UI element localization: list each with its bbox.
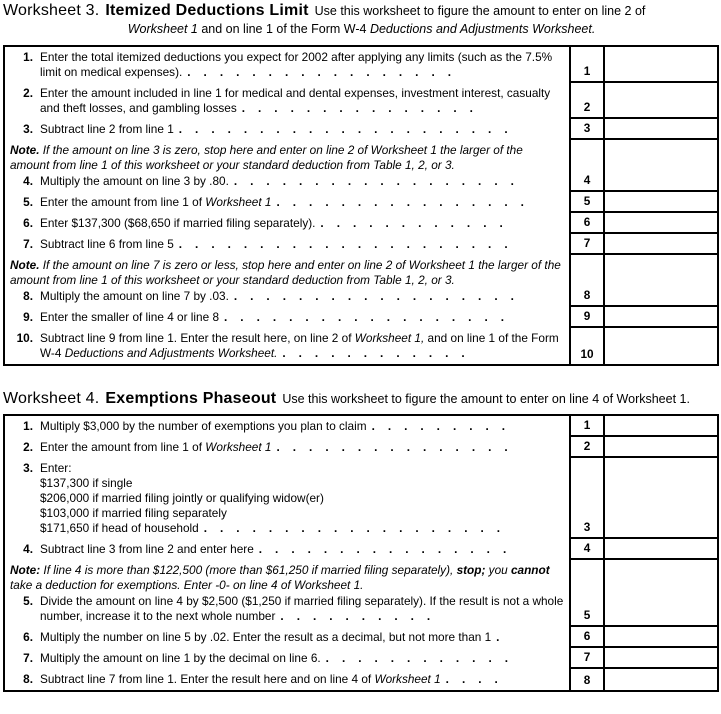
- text-segment: If line 4 is more than $122,500 (more than $61,250 if married filing separately),: [40, 563, 457, 577]
- line-text-cell: [5, 416, 569, 437]
- line-number-cell: [569, 328, 603, 364]
- line-text-cell: [5, 458, 569, 539]
- line-number-value: 3: [583, 520, 591, 534]
- line-item-text: [5, 289, 565, 304]
- line-number-label: 1.: [23, 50, 33, 64]
- line-number-label: 5.: [23, 594, 33, 608]
- worksheet-header: [3, 390, 720, 408]
- line-number-cell: [569, 234, 603, 255]
- entry-box[interactable]: [603, 47, 717, 83]
- line-number-label: 7.: [23, 651, 33, 665]
- line-number-cell: [569, 416, 603, 437]
- worksheet-row: [5, 328, 717, 364]
- line-number-label: 1.: [23, 419, 33, 433]
- text-segment: Note:: [10, 563, 41, 577]
- line-sub-text: $137,300 if single: [40, 476, 133, 490]
- dot-leader: .................: [187, 65, 464, 79]
- line-number-label: 8.: [23, 672, 33, 686]
- line-number-value: 4: [583, 541, 591, 555]
- dot-leader: .........: [371, 419, 519, 433]
- entry-box[interactable]: [603, 140, 717, 192]
- text-segment: and on line 1 of the Form W-4: [197, 22, 370, 36]
- dot-leader: ..................: [233, 289, 527, 303]
- worksheet-3-table: [3, 45, 719, 366]
- line-text-cell: [5, 213, 569, 234]
- entry-box[interactable]: [603, 328, 717, 364]
- dot-leader: ..................: [233, 174, 527, 188]
- text-segment: stop;: [456, 563, 486, 577]
- dot-leader: ...............: [241, 101, 486, 115]
- text-segment: Worksheet 1,: [354, 331, 425, 345]
- line-number-value: 1: [583, 64, 591, 78]
- text-segment: you: [485, 563, 511, 577]
- entry-box[interactable]: [603, 307, 717, 328]
- line-item-text: [5, 310, 565, 325]
- line-number-label: 4.: [23, 542, 33, 556]
- line-item-text: [5, 237, 565, 252]
- entry-box[interactable]: [603, 437, 717, 458]
- entry-box[interactable]: [603, 648, 717, 669]
- line-number-cell: [569, 648, 603, 669]
- text-segment: Enter the total itemized deductions you expect for 2002 after applying any limits (such as the 7.5% limit on medical expenses).: [40, 50, 553, 79]
- worksheet-title: Itemized Deductions Limit: [105, 2, 309, 19]
- line-text-cell: [5, 47, 569, 83]
- line-number-label: 2.: [23, 86, 33, 100]
- line-sub-text: $206,000 if married filing jointly or qualifying widow(er): [40, 491, 324, 505]
- dot-leader: .: [496, 630, 513, 644]
- line-text-cell: [5, 140, 569, 192]
- line-item-text: [5, 195, 565, 210]
- line-item-text: [5, 672, 565, 687]
- text-segment: Enter the smaller of line 4 or line 8: [40, 310, 220, 324]
- entry-box[interactable]: [603, 119, 717, 140]
- line-number-value: 9: [583, 309, 591, 323]
- line-text-cell: [5, 119, 569, 140]
- entry-box[interactable]: [603, 192, 717, 213]
- text-segment: Worksheet 1: [205, 440, 272, 454]
- dot-leader: .....................: [178, 237, 521, 251]
- entry-box[interactable]: [603, 627, 717, 648]
- line-number-cell: [569, 627, 603, 648]
- text-segment: Multiply the amount on line 7 by .03.: [40, 289, 229, 303]
- worksheet-row: [5, 560, 717, 627]
- line-number-cell: [569, 192, 603, 213]
- text-segment: Enter $137,300 ($68,650 if married filing separately).: [40, 216, 316, 230]
- worksheet-description-line2: [3, 22, 720, 36]
- text-segment: Multiply the amount on line 3 by .80.: [40, 174, 229, 188]
- worksheet-row: [5, 140, 717, 192]
- line-number-label: 8.: [23, 289, 33, 303]
- worksheet-row: [5, 213, 717, 234]
- note-text: [5, 563, 565, 593]
- line-text-cell: [5, 627, 569, 648]
- text-segment: Multiply $3,000 by the number of exemptions you plan to claim: [40, 419, 367, 433]
- line-item-text: [5, 542, 565, 557]
- text-segment: If the amount on line 3 is zero, stop here and enter on line 2 of Worksheet 1 the larger of the amount from line 1 of this worksheet or your standard deduction from Table 1, 2, or 3.: [10, 143, 523, 172]
- worksheet-row: [5, 648, 717, 669]
- line-number-cell: [569, 307, 603, 328]
- text-segment: Enter:: [40, 461, 72, 475]
- text-segment: Enter the amount from line 1 of: [40, 195, 206, 209]
- line-number-label: 3.: [23, 122, 33, 136]
- line-text-cell: [5, 648, 569, 669]
- text-segment: Worksheet 1: [374, 672, 441, 686]
- dot-leader: ...................: [203, 521, 514, 535]
- dot-leader: ............: [325, 651, 522, 665]
- worksheet-row: [5, 234, 717, 255]
- line-number-label: 6.: [23, 630, 33, 644]
- line-item-text: [5, 122, 565, 137]
- entry-box[interactable]: [603, 669, 717, 690]
- line-number-value: 5: [583, 194, 591, 208]
- text-segment: Note.: [10, 143, 40, 157]
- worksheet-4-table: [3, 414, 719, 692]
- dot-leader: ............: [320, 216, 516, 230]
- worksheet-row: [5, 458, 717, 539]
- worksheet-row: [5, 437, 717, 458]
- dot-leader: ..........: [280, 609, 444, 623]
- text-segment: If the amount on line 7 is zero or less, stop here and enter on line 2 of Worksheet 1 the larger of the amount from line 1 of this worksheet or your standard deduction from Table 1, 2, or 3.: [10, 258, 561, 287]
- worksheet-title: Exemptions Phaseout: [105, 390, 277, 407]
- line-number-value: 2: [583, 439, 591, 453]
- text-segment: Deductions and Adjustments Worksheet.: [64, 346, 278, 360]
- line-number-label: 7.: [23, 237, 33, 251]
- entry-box[interactable]: [603, 234, 717, 255]
- line-item-text: [5, 86, 565, 116]
- worksheet-3-section: [3, 2, 720, 366]
- line-sub-text: $171,650 if head of household ...................: [40, 521, 514, 535]
- entry-box[interactable]: [603, 560, 717, 627]
- line-number-value: 6: [583, 629, 591, 643]
- worksheet-row: [5, 119, 717, 140]
- line-number-value: 2: [583, 100, 591, 114]
- text-segment: Enter the amount from line 1 of: [40, 440, 206, 454]
- text-segment: Subtract line 7 from line 1. Enter the result here and on line 4 of: [40, 672, 375, 686]
- worksheet-description: Use this worksheet to figure the amount to enter on line 2 of: [314, 4, 646, 18]
- text-segment: Subtract line 9 from line 1. Enter the result here, on line 2 of: [40, 331, 355, 345]
- line-number-label: 4.: [23, 174, 33, 188]
- worksheet-description: Use this worksheet to figure the amount to enter on line 4 of Worksheet 1.: [282, 392, 690, 406]
- line-text-cell: [5, 255, 569, 307]
- line-text-cell: [5, 328, 569, 364]
- line-number-value: 8: [583, 288, 591, 302]
- line-number-value: 5: [583, 608, 591, 622]
- line-sub-text: $103,000 if married filing separately: [40, 506, 227, 520]
- line-number-label: 6.: [23, 216, 33, 230]
- worksheet-row: [5, 627, 717, 648]
- text-segment: Subtract line 6 from line 5: [40, 237, 174, 251]
- text-segment: and on line 1 of the Form W-4: [40, 331, 559, 360]
- text-segment: Divide the amount on line 4 by $2,500 ($1,250 if married filing separately). If the result is not a whole number, increase it to the next whole number: [40, 594, 564, 623]
- text-segment: Subtract line 2 from line 1: [40, 122, 174, 136]
- dot-leader: ................: [258, 542, 520, 556]
- line-number-cell: [569, 437, 603, 458]
- line-text-cell: [5, 560, 569, 627]
- entry-box[interactable]: [603, 539, 717, 560]
- text-segment: Multiply the number on line 5 by .02. Enter the result as a decimal, but not more than 1: [40, 630, 492, 644]
- worksheet-header: [3, 2, 720, 20]
- line-item-text: [5, 174, 565, 189]
- line-number-label: 5.: [23, 195, 33, 209]
- line-item-text: [5, 630, 565, 645]
- line-item-text: [5, 651, 565, 666]
- line-number-cell: [569, 83, 603, 119]
- line-text-cell: [5, 83, 569, 119]
- line-item-text: [5, 461, 565, 536]
- dot-leader: ....: [445, 672, 511, 686]
- worksheet-row: [5, 47, 717, 83]
- line-number-value: 10: [580, 347, 594, 361]
- dot-leader: ................: [276, 195, 537, 209]
- dot-leader: ...............: [276, 440, 521, 454]
- line-number-cell: [569, 47, 603, 83]
- line-number-cell: [569, 539, 603, 560]
- line-number-cell: [569, 213, 603, 234]
- line-item-text: [5, 594, 565, 624]
- line-item-text: [5, 440, 565, 455]
- worksheet-4-section: [3, 390, 720, 692]
- worksheet-row: [5, 192, 717, 213]
- line-number-label: 3.: [23, 461, 33, 475]
- line-number-value: 7: [583, 236, 591, 250]
- line-number-cell: [569, 560, 603, 627]
- worksheet-row: [5, 416, 717, 437]
- text-segment: Subtract line 3 from line 2 and enter here: [40, 542, 254, 556]
- text-segment: Worksheet 1: [127, 22, 198, 36]
- dot-leader: ..................: [224, 310, 518, 324]
- line-number-value: 4: [583, 173, 591, 187]
- line-number-label: 9.: [23, 310, 33, 324]
- worksheet-row: [5, 539, 717, 560]
- line-text-cell: [5, 669, 569, 690]
- text-segment: Worksheet 1: [205, 195, 272, 209]
- line-number-value: 8: [583, 673, 591, 687]
- entry-box[interactable]: [603, 213, 717, 234]
- line-number-cell: [569, 458, 603, 539]
- entry-box[interactable]: [603, 416, 717, 437]
- text-segment: Enter the amount included in line 1 for medical and dental expenses, investment interest, casualty and theft losses, and gambling losses: [40, 86, 551, 115]
- note-text: [5, 258, 565, 288]
- text-segment: Multiply the amount on line 1 by the decimal on line 6.: [40, 651, 321, 665]
- line-text-cell: [5, 437, 569, 458]
- worksheet-row: [5, 307, 717, 328]
- text-segment: Deductions and Adjustments Worksheet.: [369, 22, 596, 36]
- line-text-cell: [5, 234, 569, 255]
- worksheet-label: Worksheet 4.: [3, 390, 100, 407]
- line-item-text: [5, 50, 565, 80]
- line-number-cell: [569, 669, 603, 690]
- line-text-cell: [5, 539, 569, 560]
- note-text: [5, 143, 565, 173]
- line-item-text: [5, 216, 565, 231]
- text-segment: take a deduction for exemptions. Enter -0- on line 4 of Worksheet 1.: [10, 578, 364, 592]
- entry-box[interactable]: [603, 83, 717, 119]
- line-number-label: 10.: [16, 331, 33, 345]
- line-text-cell: [5, 192, 569, 213]
- line-number-value: 1: [583, 418, 591, 432]
- worksheet-row: [5, 255, 717, 307]
- entry-box[interactable]: [603, 458, 717, 539]
- line-number-value: 3: [583, 121, 591, 135]
- worksheet-label: Worksheet 3.: [3, 2, 100, 19]
- line-number-cell: [569, 255, 603, 307]
- dot-leader: ............: [282, 346, 478, 360]
- line-item-text: [5, 419, 565, 434]
- line-text-cell: [5, 307, 569, 328]
- line-number-value: 6: [583, 215, 591, 229]
- text-segment: Note.: [10, 258, 40, 272]
- line-number-label: 2.: [23, 440, 33, 454]
- entry-box[interactable]: [603, 255, 717, 307]
- text-segment: cannot: [510, 563, 550, 577]
- line-number-value: 7: [583, 650, 591, 664]
- worksheet-row: [5, 669, 717, 690]
- line-item-text: [5, 331, 565, 361]
- line-number-cell: [569, 119, 603, 140]
- dot-leader: .....................: [178, 122, 521, 136]
- worksheet-row: [5, 83, 717, 119]
- line-number-cell: [569, 140, 603, 192]
